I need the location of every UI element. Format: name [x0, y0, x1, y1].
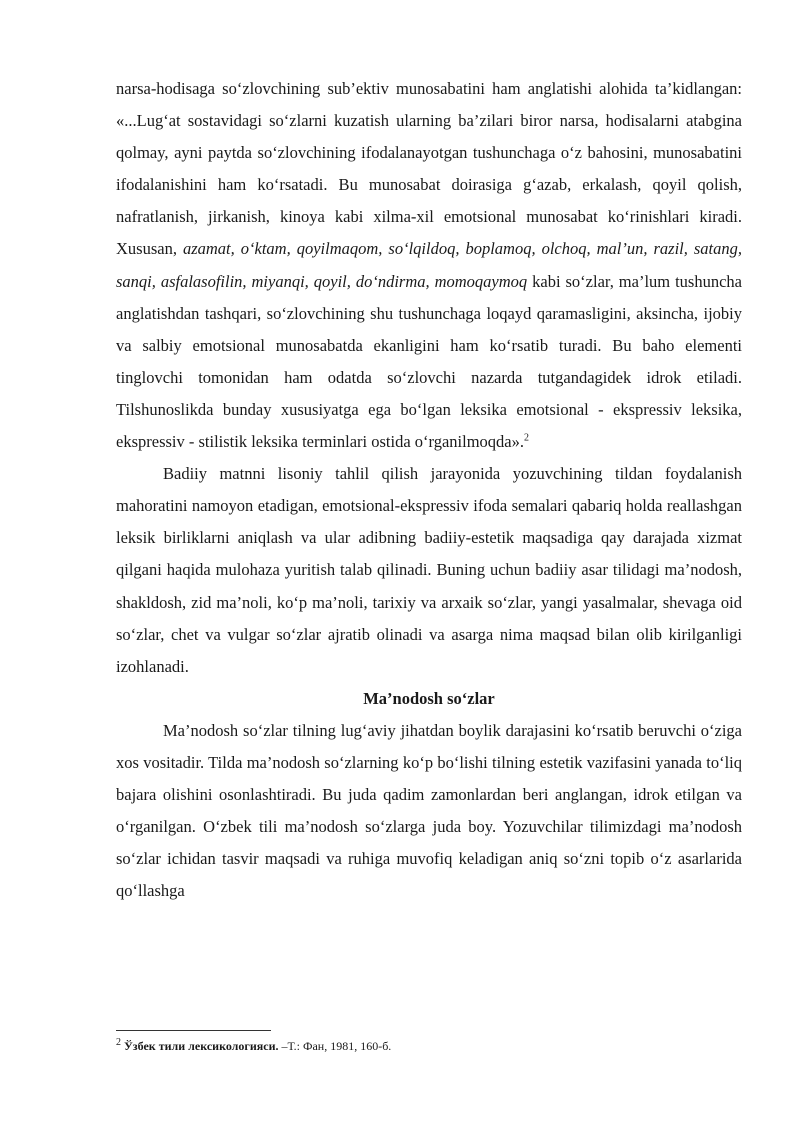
footnote: [116, 1038, 742, 1054]
paragraph-1-text: narsa-hodisaga so‘zlovchining sub’ektiv munosabatini ham anglatishi alohida ta’kidlangan: «...Lug‘at sostavidagi so‘zlarni kuzatish ularning ba’zilari biror narsa, hodisalarni atabgina qolmay, ayni paytda so‘zlovchining ifodalanayotgan tushunchaga o‘z bahosini, munosabatini ifodalanishini ham ko‘rsatadi. Bu munosabat doirasiga g‘azab, erkalash, qoyil qolish, nafratlanish, jirkanish, kinoya kabi xilma-xil emotsional munosabat ko‘rinishlari kiradi. Xususan,: [116, 79, 742, 259]
paragraph-1: [116, 73, 742, 458]
footnote-rest: –Т.: Фан, 1981, 160-б.: [278, 1039, 392, 1053]
footnote-divider: [116, 1030, 271, 1031]
section-heading: Ma’nodosh so‘zlar: [363, 688, 495, 708]
footnote-ref[interactable]: 2: [524, 432, 530, 444]
example-words-italic: azamat, o‘ktam, qoyilmaqom, so‘lqildoq, boplamoq, olchoq, mal’un, razil, satang, sanqi, asfalasofilin, miyanqi, qoyil, do‘ndirma, momoqaymoq: [116, 239, 742, 291]
paragraph-1-end: kabi so‘zlar, ma’lum tushuncha anglatishdan tashqari, so‘zlovchining shu tushunchaga loqayd qaramasligini, aksincha, ijobiy va salbiy emotsional munosabatda ekanligini ham ko‘rsatib turadi. Bu baho elementi tinglovchi tomonidan ham odatda so‘zlovchi nazarda tutgandagidek idrok etiladi. Tilshunoslikda bunday xususiyatga ega bo‘lgan leksika emotsional - ekspressiv leksika, ekspressiv - stilistik leksika terminlari ostida o‘rganilmoqda».: [116, 271, 742, 452]
footnote-title: Ўзбек тили лексикологияси.: [124, 1039, 279, 1053]
body-text: [116, 73, 742, 907]
paragraph-2: Badiiy matnni lisoniy tahlil qilish jarayonida yozuvchining tildan foydalanish mahoratini namoyon etadigan, emotsional-ekspressiv ifoda semalari qabariq holda reallashgan leksik birliklarni aniqlash va ular adibning badiiy-estetik maqsadiga qay darajada xizmat qilgani haqida mulohaza yuritish talab qilinadi. Buning uchun badiiy asar tilidagi ma’nodosh, shakldosh, zid ma’noli, ko‘p ma’noli, tarixiy va arxaik so‘zlar, yangi yasalmalar, shevaga oid so‘zlar, chet va vulgar so‘zlar ajratib olinadi va asarga nima maqsad bilan olib kirilganligi izohlanadi.: [116, 464, 742, 676]
footnote-mark: 2: [116, 1037, 121, 1048]
paragraph-3: Ma’nodosh so‘zlar tilning lug‘aviy jihatdan boylik darajasini ko‘rsatib beruvchi o‘ziga xos vositadir. Tilda ma’nodosh so‘zlarning ko‘p bo‘lishi tilning estetik vazifasini yanada to‘liq bajara olishini osonlashtiradi. Bu juda qadim zamonlardan beri anglangan, idrok etilgan va o‘rganilgan. O‘zbek tili ma’nodosh so‘zlarga juda boy. Yozuvchilar tilimizdagi ma’nodosh so‘zlar ichidan tasvir maqsadi va ruhiga muvofiq keladigan aniq so‘zni topib o‘z asarlarida qo‘llashga: [116, 720, 742, 901]
